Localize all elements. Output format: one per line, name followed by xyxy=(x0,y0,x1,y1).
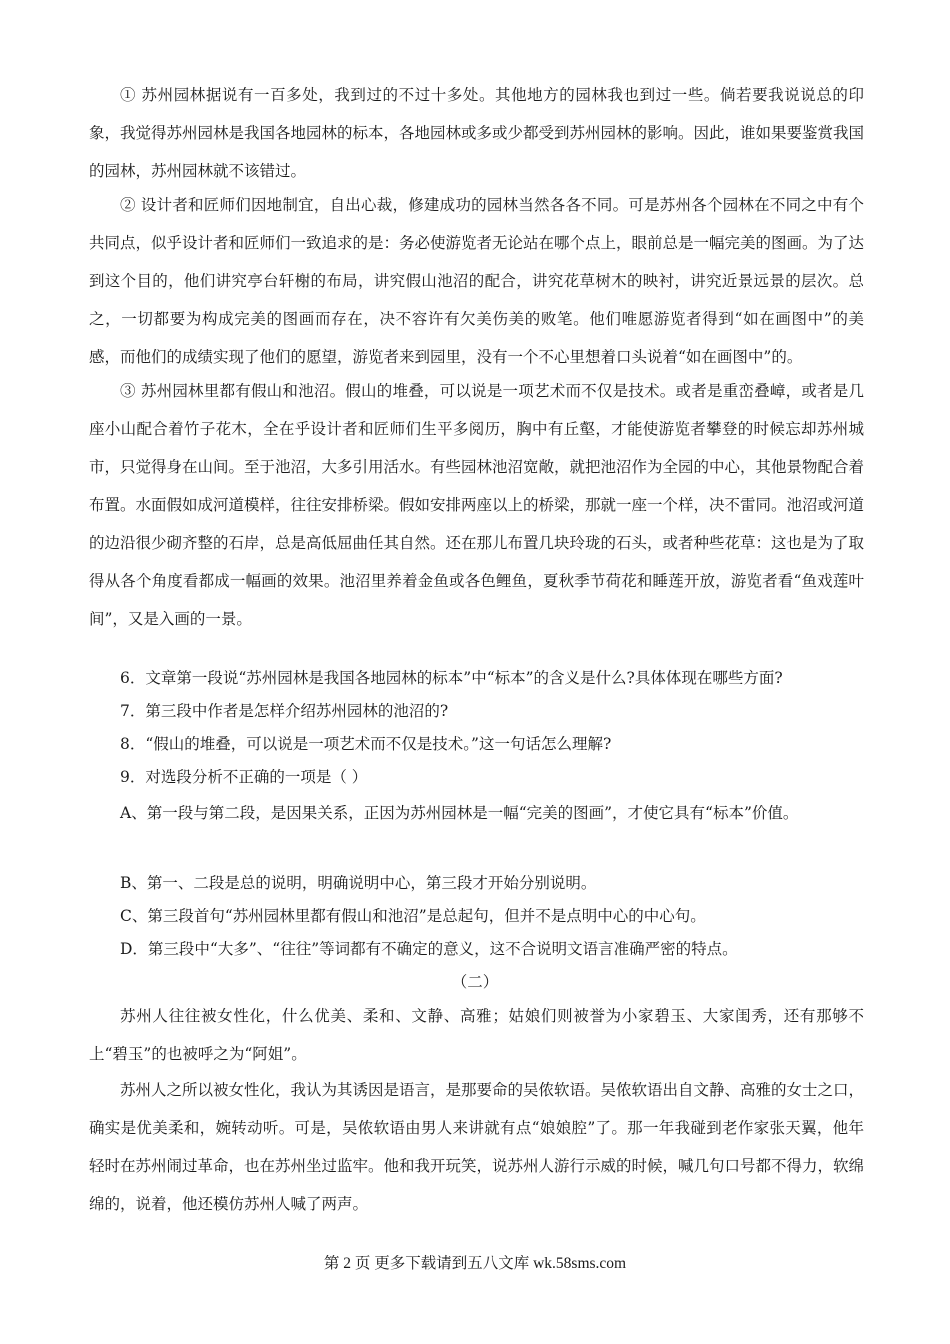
page-footer: 第 2 页 更多下载请到五八文库 wk.58sms.com xyxy=(323,1255,627,1272)
option-a: A、第一段与第二段，是因果关系，正因为苏州园林是一幅“完美的图画”，才使它具有“标本”价值。 xyxy=(120,804,799,822)
section-2-heading: （二） xyxy=(451,973,499,991)
option-d: D．第三段中“大多”、“往往”等词都有不确定的意义，这不合说明文语言准确严密的特点。 xyxy=(120,940,738,958)
passage1-paragraph-1: ① 苏州园林据说有一百多处，我到过的不过十多处。其他地方的园林我也到过一些。倘若要我说说总的印象，我觉得苏州园林是我国各地园林的标本，各地园林或多或少都受到苏州园林的影响。因此，谁如果要鉴赏我国的园林，苏州园林就不该错过。 xyxy=(89,86,865,180)
question-7: 7．第三段中作者是怎样介绍苏州园林的池沼的? xyxy=(120,702,449,720)
question-6: 6．文章第一段说“苏州园林是我国各地园林的标本”中“标本”的含义是什么?具体体现在哪些方面? xyxy=(120,669,783,687)
passage1-paragraph-2: ② 设计者和匠师们因地制宜，自出心裁，修建成功的园林当然各各不同。可是苏州各个园林在不同之中有个共同点，似乎设计者和匠师们一致追求的是：务必使游览者无论站在哪个点上，眼前总是一幅完美的图画。为了达到这个目的，他们讲究亭台轩榭的布局，讲究假山池沼的配合，讲究花草树木的映衬，讲究近景远景的层次。总之，一切都要为构成完美的图画而存在，决不容许有欠美伤美的败笔。他们唯愿游览者得到“如在画图中”的美感，而他们的成绩实现了他们的愿望，游览者来到园里，没有一个不心里想着口头说着“如在画图中”的。 xyxy=(89,196,865,366)
section2-paragraph-2: 苏州人之所以被女性化，我认为其诱因是语言，是那要命的吴侬软语。吴侬软语出自文静、高雅的女士之口，确实是优美柔和，婉转动听。可是，吴侬软语由男人来讲就有点“娘娘腔”了。那一年我碰到老作家张天翼，他年轻时在苏州闹过革命，也在苏州坐过监牢。他和我开玩笑，说苏州人游行示威的时候，喊几句口号都不得力，软绵绵的，说着，他还模仿苏州人喊了两声。 xyxy=(89,1081,865,1213)
section2-paragraph-1: 苏州人往往被女性化，什么优美、柔和、文静、高雅；姑娘们则被誉为小家碧玉、大家闺秀，还有那够不上“碧玉”的也被呼之为“阿姐”。 xyxy=(89,1007,864,1063)
option-c: C、第三段首句“苏州园林里都有假山和池沼”是总起句，但并不是点明中心的中心句。 xyxy=(120,907,706,925)
question-9: 9．对选段分析不正确的一项是（ ） xyxy=(120,768,368,786)
question-8: 8．“假山的堆叠，可以说是一项艺术而不仅是技术。”这一句话怎么理解? xyxy=(120,735,612,753)
option-b: B、第一、二段是总的说明，明确说明中心，第三段才开始分别说明。 xyxy=(120,874,597,892)
passage1-paragraph-3: ③ 苏州园林里都有假山和池沼。假山的堆叠，可以说是一项艺术而不仅是技术。或者是重峦叠嶂，或者是几座小山配合着竹子花木，全在乎设计者和匠师们生平多阅历，胸中有丘壑，才能使游览者攀登的时候忘却苏州城市，只觉得身在山间。至于池沼，大多引用活水。有些园林池沼宽敞，就把池沼作为全园的中心，其他景物配合着布置。水面假如成河道模样，往往安排桥梁。假如安排两座以上的桥梁，那就一座一个样，决不雷同。池沼或河道的边沿很少砌齐整的石岸，总是高低屈曲任其自然。还在那儿布置几块玲珑的石头，或者种些花草：这也是为了取得从各个角度看都成一幅画的效果。池沼里养着金鱼或各色鲤鱼，夏秋季节荷花和睡莲开放，游览者看“鱼戏莲叶间”，又是入画的一景。 xyxy=(89,382,865,628)
